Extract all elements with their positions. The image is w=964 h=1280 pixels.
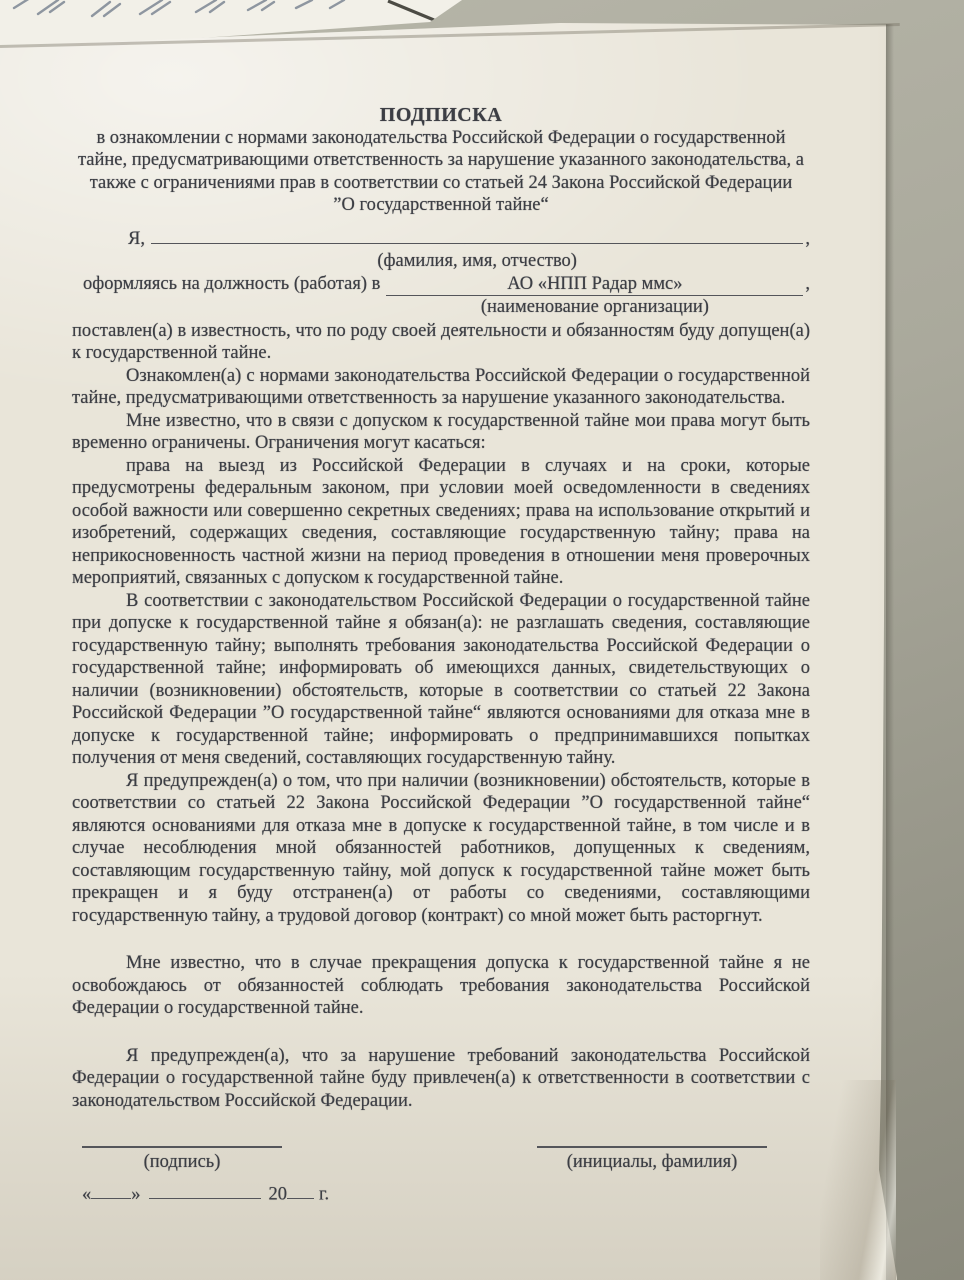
org-prefix: оформляясь на должность (работая) в — [83, 273, 381, 294]
date-close-quote: » — [131, 1184, 141, 1205]
signature-area — [82, 1146, 282, 1174]
fio-field-line — [128, 223, 810, 273]
subtitle-line: тайне, предусматривающими ответственность за нарушение указанного законодательства, а — [77, 150, 805, 170]
date-year-suffix: г. — [319, 1184, 330, 1205]
paragraph: Я предупрежден(а) о том, что при наличии (возникновении) обстоятельств, которые в соответствии со статьей 22 Закона Российской Федерации ”О государственной тайне“ являются основаниями для отказа мне в допуске к государственной тайне, в том числе и в случае несоблюдения мной обязанностей работников, допущенных к сведениям, составляющим государственную тайну, мой допуск к государственной тайне может быть прекращен и я буду отстранен(а) от работы со сведениями, составляющими государственную тайну, а трудовой договор (контракт) со мной может быть расторгнут. — [72, 770, 810, 926]
signature-caption: (подпись) — [143, 1152, 221, 1172]
initials-area — [537, 1146, 767, 1174]
fio-comma: , — [805, 228, 810, 249]
paragraph: Ознакомлен(а) с нормами законодательства Российской Федерации о государственной тайне, предусматривающими ответственность за нарушение указанного законодательства. — [72, 365, 810, 408]
fio-underline — [151, 223, 803, 244]
date-year-prefix: 20 — [268, 1184, 287, 1205]
subtitle-line: также с ограничениями прав в соответствии со статьей 24 Закона Российской Федерации — [89, 172, 793, 193]
date-year-blank — [287, 1183, 314, 1200]
page-title: ПОДПИСКА — [379, 104, 503, 126]
fio-prefix: Я, — [128, 228, 145, 249]
date-line — [82, 1183, 810, 1206]
initials-underline — [537, 1146, 767, 1148]
paragraph: В соответствии с законодательством Российской Федерации о государственной тайне при допуске к государственной тайне я обязан(а): не разглашать сведения, составляющие государственную тайну; выполнять требования законодательства Российской Федерации о государственной тайне; информировать об имеющихся данных, свидетельствующих о наличии (возникновении) обстоятельств, которые в соответствии со статьей 22 Закона Российской Федерации ”О государственной тайне“ являются основаниями для отказа мне в допуске к государственной тайне; информировать о предпринимавшихся попытках получения от меня сведений, составляющих государственную тайну. — [72, 590, 810, 768]
date-day-blank — [91, 1183, 131, 1200]
org-underline — [386, 273, 803, 297]
initials-caption: (инициалы, фамилия) — [566, 1152, 738, 1172]
paragraph: Мне известно, что в связи с допуском к государственной тайне мои права могут быть временно ограничены. Ограничения могут касаться: — [72, 410, 810, 453]
subtitle — [72, 127, 810, 217]
paragraph: Мне известно, что в случае прекращения допуска к государственной тайне я не освобождаюсь от обязанностей соблюдать требования законодательства Российской Федерации о государственной тайне. — [72, 953, 810, 1018]
subtitle-line: в ознакомлении с нормами законодательства Российской Федерации о государственной — [96, 127, 786, 148]
org-comma: , — [805, 273, 810, 294]
fio-caption: (фамилия, имя, отчество) — [377, 251, 577, 271]
subtitle-line: ”О государственной тайне“ — [333, 195, 549, 215]
date-month-blank — [149, 1183, 261, 1200]
org-value: АО «НПП Радар ммс» — [507, 273, 683, 294]
body-paragraphs — [72, 320, 810, 1113]
org-field-line — [83, 273, 810, 319]
paragraph: права на выезд из Российской Федерации в случаях и на сроки, которые предусмотрены федеральным законом, при условии моей осведомленности в сведениях особой важности или совершенно секретных сведениях; права на использование открытий и изобретений, содержащих сведения, составляющие государственную тайну; права на неприкосновенность частной жизни на период проведения в отношении меня проверочных мероприятий, связанных с допуском к государственной тайне. — [72, 455, 810, 588]
signature-block — [72, 1146, 810, 1174]
date-open-quote: « — [82, 1184, 92, 1205]
org-caption: (наименование организации) — [480, 297, 709, 317]
paragraph: поставлен(а) в известность, что по роду своей деятельности и обязанностям буду допущен(а) к государственной тайне. — [72, 320, 810, 363]
signature-underline — [82, 1146, 282, 1148]
paragraph: Я предупрежден(а), что за нарушение требований законодательства Российской Федерации о государственной тайне буду привлечен(а) к ответственности в соответствии с законодательством Российской Федерации. — [72, 1045, 810, 1111]
